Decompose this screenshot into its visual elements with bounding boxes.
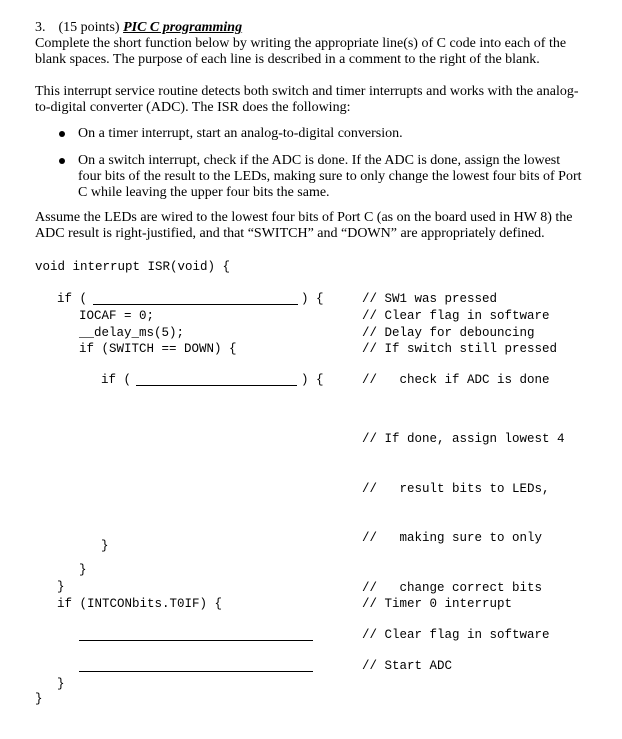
question-number: 3. <box>35 20 46 35</box>
bullet-line: C while leaving the upper four bits the same. <box>78 185 330 200</box>
comment-assign-block <box>362 398 565 629</box>
bullet-dot-icon <box>59 158 65 164</box>
intro-line: blank spaces. The purpose of each line is described in a comment to the right of the blank. <box>35 52 540 67</box>
if-adc-done-open: if ( <box>101 373 132 387</box>
comment-still-pressed: // If switch still pressed <box>362 342 558 356</box>
isr-desc-line: This interrupt service routine detects both switch and timer interrupts and works with the analog- <box>35 84 579 99</box>
comment-clear-flag: // Clear flag in software <box>362 309 550 323</box>
bullet-line: four bits of the result to the LEDs, making sure to only change the lowest four bits of Port <box>78 169 582 184</box>
brace-close-function: } <box>35 692 43 706</box>
comment-line: // making sure to only <box>362 531 543 545</box>
comment-sw1-pressed: // SW1 was pressed <box>362 292 498 306</box>
intro-line: Complete the short function below by writing the appropriate line(s) of C code into each of the <box>35 36 567 51</box>
comment-line: // result bits to LEDs, <box>362 481 550 496</box>
comment-line: // change correct bits <box>362 580 543 595</box>
assume-line: ADC result is right-justified, and that “SWITCH” and “DOWN” are appropriately defined. <box>35 226 545 241</box>
blank-adc-done-condition[interactable] <box>136 385 297 386</box>
brace-close-adc-if: } <box>101 539 109 553</box>
comment-start-adc: // Start ADC <box>362 659 453 673</box>
if-adc-done-close: ) { <box>301 373 324 387</box>
brace-close-iocaf-if: } <box>57 580 65 594</box>
answer-space-led-assignment[interactable] <box>101 398 341 528</box>
comment-adc-done: // check if ADC is done <box>362 373 550 387</box>
if-switch-interrupt-close: ) { <box>301 292 324 306</box>
isr-desc-line: to-digital converter (ADC). The ISR does the following: <box>35 100 351 115</box>
assume-line: Assume the LEDs are wired to the lowest four bits of Port C (as on the board used in HW 8) the <box>35 210 573 225</box>
intro-paragraph <box>35 36 607 68</box>
if-switch-down-line: if (SWITCH == DOWN) { <box>79 342 237 356</box>
question-points: (15 points) <box>58 20 120 35</box>
question-heading <box>35 20 242 36</box>
brace-close-timer-if: } <box>57 677 65 691</box>
assumptions-paragraph <box>35 210 607 242</box>
func-header: void interrupt ISR(void) { <box>35 260 231 274</box>
comment-clear-flag-timer: // Clear flag in software <box>362 628 550 642</box>
question-title: PIC C programming <box>123 20 243 35</box>
delay-line: __delay_ms(5); <box>79 326 185 340</box>
isr-description <box>35 84 607 116</box>
blank-clear-timer-flag[interactable] <box>79 640 313 641</box>
bullet-line: On a switch interrupt, check if the ADC is done. If the ADC is done, assign the lowest <box>78 153 561 168</box>
blank-start-adc[interactable] <box>79 671 313 672</box>
comment-timer: // Timer 0 interrupt <box>362 597 513 611</box>
if-switch-interrupt-open: if ( <box>57 292 88 306</box>
if-timer-line: if (INTCONbits.T0IF) { <box>57 597 223 611</box>
comment-line: // If done, assign lowest 4 <box>362 432 565 446</box>
iocaf-clear-line: IOCAF = 0; <box>79 309 155 323</box>
bullet-dot-icon <box>59 131 65 137</box>
bullet-line: On a timer interrupt, start an analog-to-digital conversion. <box>78 126 403 141</box>
blank-switch-flag-condition[interactable] <box>93 304 298 305</box>
comment-delay: // Delay for debouncing <box>362 326 535 340</box>
brace-close-switch-if: } <box>79 563 87 577</box>
